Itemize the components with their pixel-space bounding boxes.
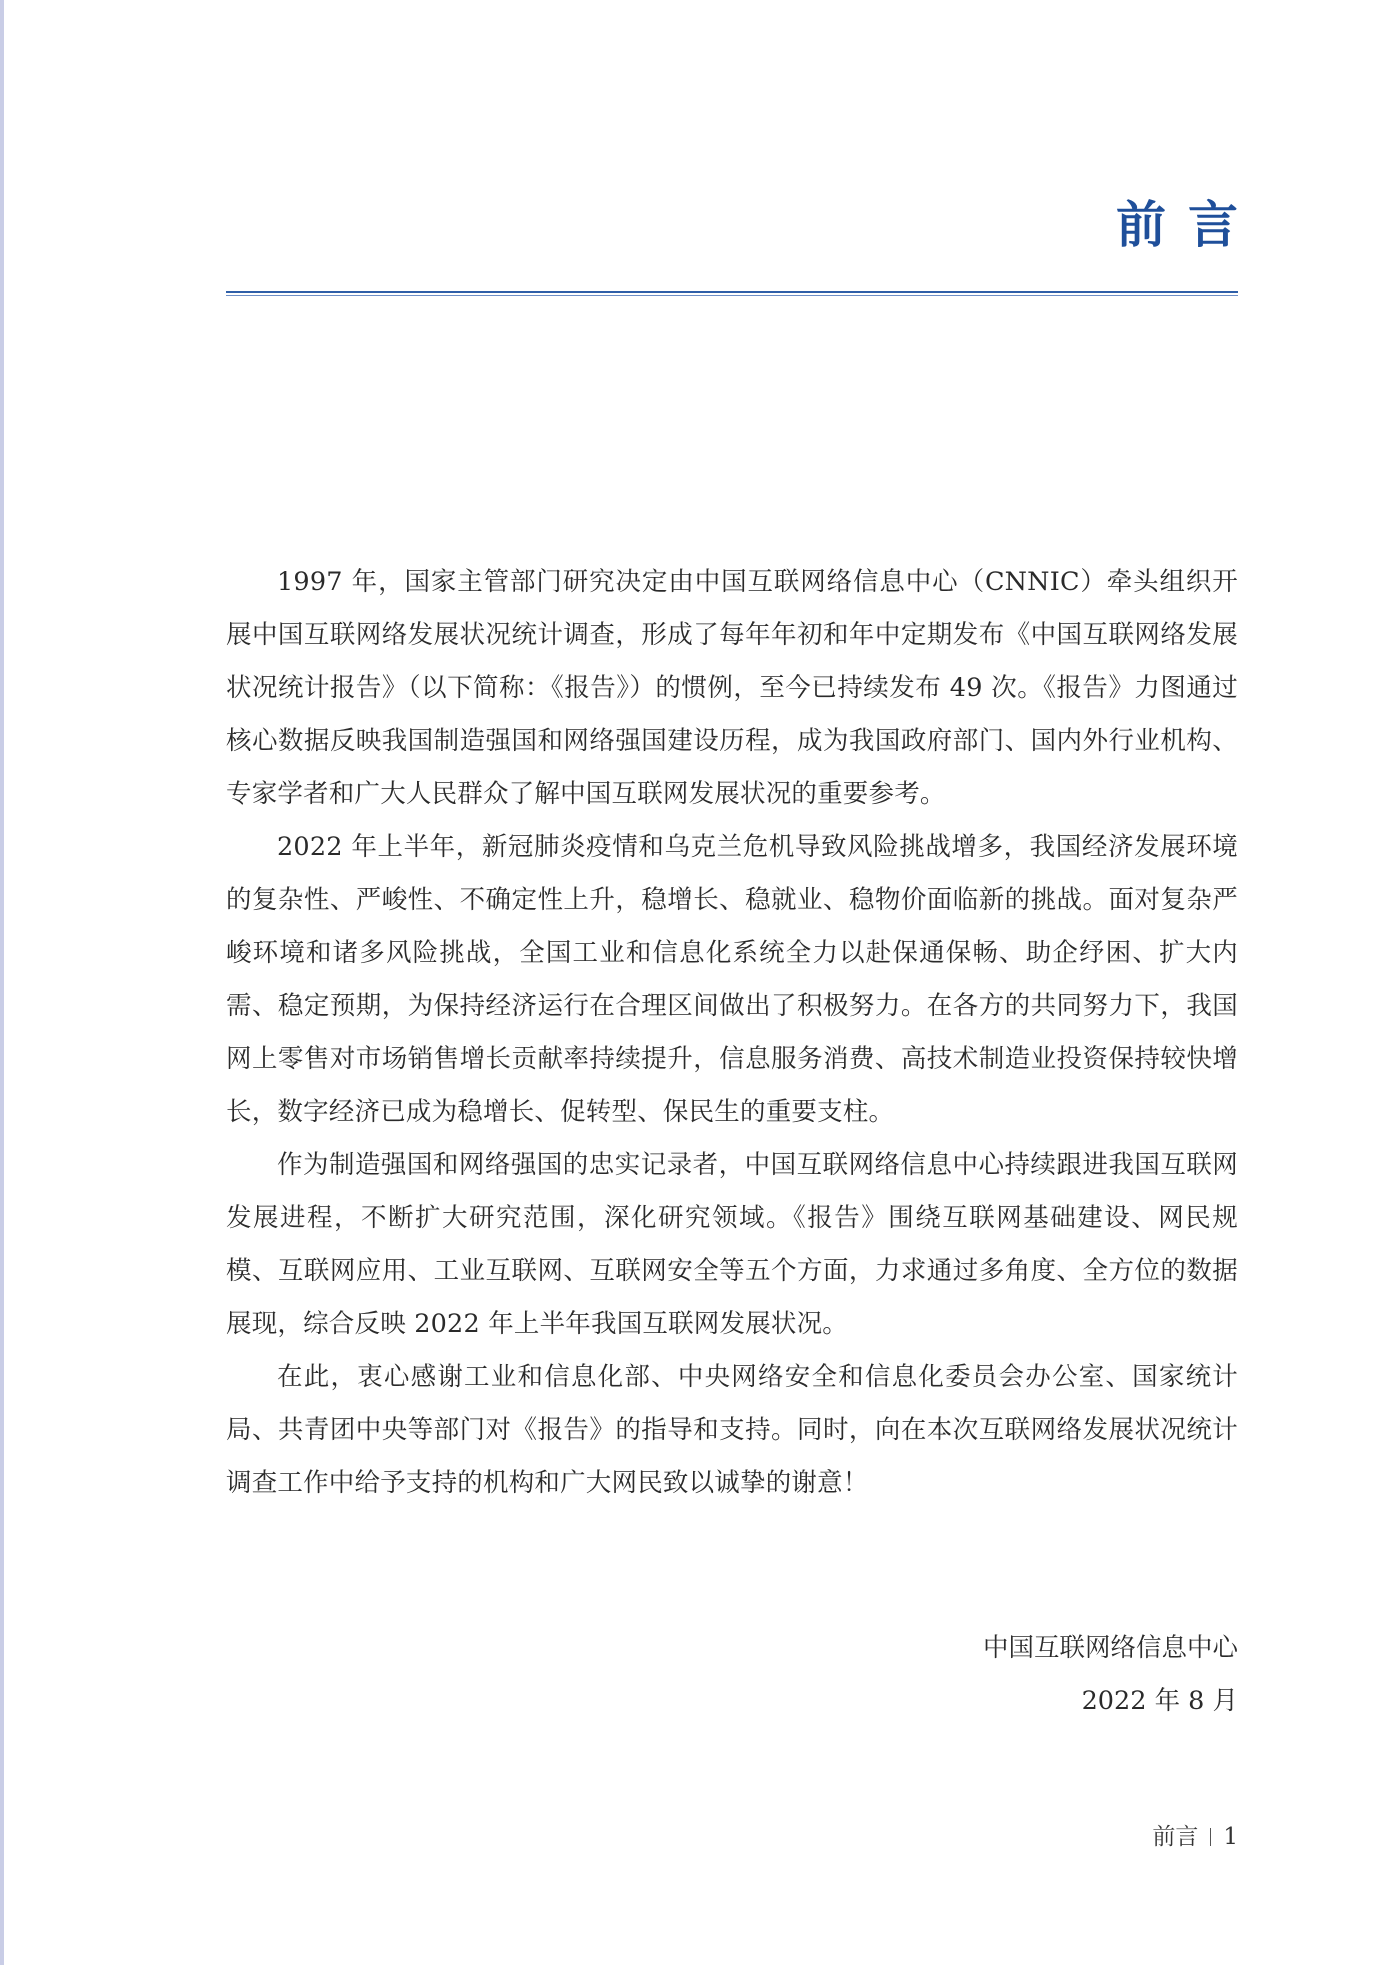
title-rule xyxy=(226,291,1238,293)
paragraph-2: 2022 年上半年，新冠肺炎疫情和乌克兰危机导致风险挑战增多，我国经济发展环境的复杂性、严峻性、不确定性上升，稳增长、稳就业、稳物价面临新的挑战。面对复杂严峻环境和诸多风险挑战，全国工业和信息化系统全力以赴保通保畅、助企纾困、扩大内需、稳定预期，为保持经济运行在合理区间做出了积极努力。在各方的共同努力下，我国网上零售对市场销售增长贡献率持续提升，信息服务消费、高技术制造业投资保持较快增长，数字经济已成为稳增长、促转型、保民生的重要支柱。 xyxy=(226,832,1238,1127)
paragraph-3: 作为制造强国和网络强国的忠实记录者，中国互联网络信息中心持续跟进我国互联网发展进程，不断扩大研究范围，深化研究领域。《报告》围绕互联网基础建设、网民规模、互联网应用、工业互联网、互联网安全等五个方面，力求通过多角度、全方位的数据展现，综合反映 2022 年上半年我国互联网发展状况。 xyxy=(226,1150,1238,1339)
page-number: 1 xyxy=(1223,1824,1238,1850)
preface-body xyxy=(226,556,1238,1510)
paragraph-4: 在此，衷心感谢工业和信息化部、中央网络安全和信息化委员会办公室、国家统计局、共青团中央等部门对《报告》的指导和支持。同时，向在本次互联网络发展状况统计调查工作中给予支持的机构和广大网民致以诚挚的谢意！ xyxy=(226,1362,1238,1498)
title-rule-thin xyxy=(226,295,1238,296)
page-spine-edge xyxy=(0,0,4,1965)
signature-org: 中国互联网络信息中心 xyxy=(982,1633,1238,1663)
footer-separator xyxy=(1210,1828,1211,1846)
footer-section: 前言 xyxy=(1152,1824,1199,1850)
paragraph-1: 1997 年，国家主管部门研究决定由中国互联网络信息中心（CNNIC）牵头组织开展中国互联网络发展状况统计调查，形成了每年年初和年中定期发布《中国互联网络发展状况统计报告》（以下简称：《报告》）的惯例，至今已持续发布 49 次。《报告》力图通过核心数据反映我国制造强国和网络强国建设历程，成为我国政府部门、国内外行业机构、专家学者和广大人民群众了解中国互联网发展状况的重要参考。 xyxy=(226,567,1238,809)
page-title: 前言 xyxy=(1116,196,1260,254)
page-footer xyxy=(1152,1822,1238,1852)
signature-date: 2022 年 8 月 xyxy=(1081,1686,1238,1716)
signature-block xyxy=(983,1622,1238,1728)
